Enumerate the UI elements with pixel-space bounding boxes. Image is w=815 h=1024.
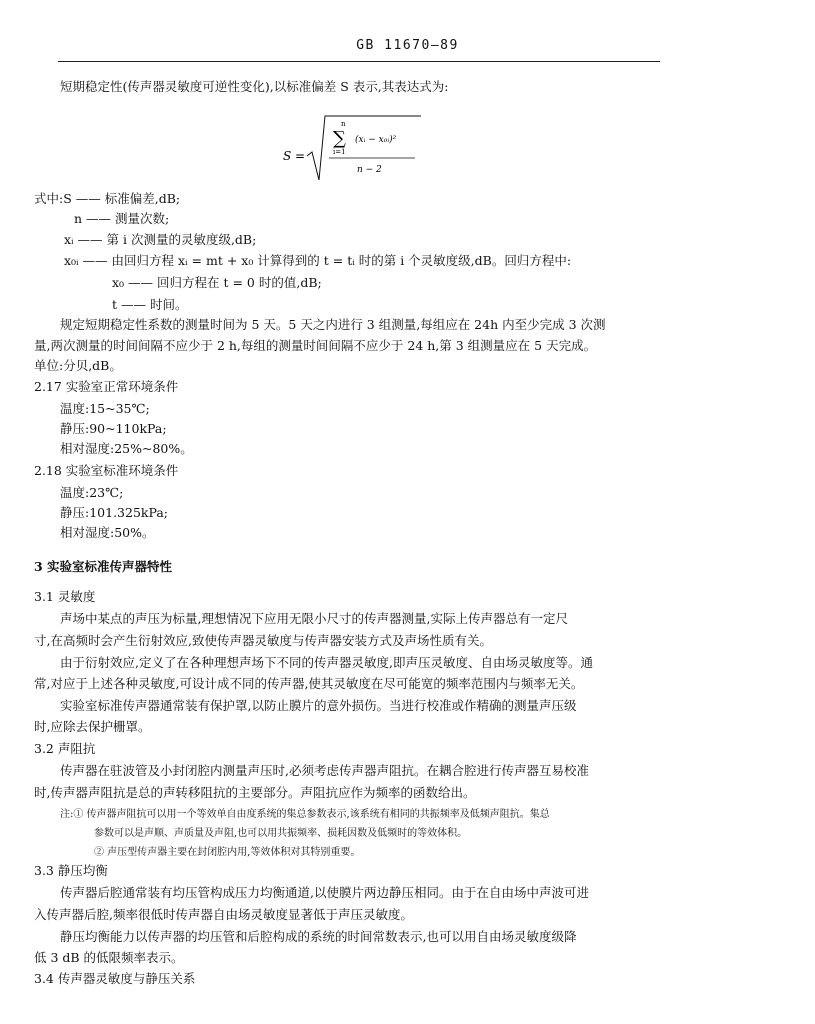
body-line: 常,对应于上述各种灵敏度,可设计成不同的传声器,使其灵敏度在尽可能宽的频率范围内与频率无关。 <box>34 676 584 691</box>
condition-line: 相对湿度:25%~80%。 <box>60 441 193 456</box>
body-line: 时,传声器声阻抗是总的声转移阻抗的主要部分。声阻抗应作为频率的函数给出。 <box>34 785 476 800</box>
std-dev-formula <box>283 112 423 184</box>
section-heading: 3.3 静压均衡 <box>34 863 108 878</box>
formula-lhs: S = <box>283 149 306 163</box>
chapter-heading: 3 实验室标准传声器特性 <box>34 559 173 574</box>
condition-line: 静压:90~110kPa; <box>60 421 167 436</box>
sum-lower: i=1 <box>333 148 346 156</box>
body-line: 由于衍射效应,定义了在各种理想声场下不同的传声器灵敏度,即声压灵敏度、自由场灵敏度等。通 <box>60 655 593 670</box>
body-line: 寸,在高频时会产生衍射效应,致使传声器灵敏度与传声器安装方式及声场性质有关。 <box>34 633 492 648</box>
def-line: xᵢ —— 第 i 次测量的灵敏度级,dB; <box>64 232 257 247</box>
body-line: 传声器后腔通常装有均压管构成压力均衡通道,以使膜片两边静压相同。由于在自由场中声波可进 <box>60 885 589 900</box>
def-line: 式中:S —— 标准偏差,dB; <box>34 191 181 206</box>
intro-text: 短期稳定性(传声器灵敏度可逆性变化),以标准偏差 S 表示,其表达式为: <box>60 79 449 94</box>
sum-term: (xᵢ − x₀ᵢ)² <box>355 135 397 145</box>
body-line: 实验室标准传声器通常装有保护罩,以防止膜片的意外损伤。当进行校准或作精确的测量声压级 <box>60 698 577 713</box>
body-line: 静压均衡能力以传声器的均压管和后腔构成的系统的时间常数表示,也可以用自由场灵敏度级降 <box>60 929 577 944</box>
page-header: GB 11670—89 <box>356 38 459 53</box>
header-rule <box>58 61 660 62</box>
condition-line: 温度:15~35℃; <box>60 401 150 416</box>
body-line: 入传声器后腔,频率很低时传声器自由场灵敏度显著低于声压灵敏度。 <box>34 907 413 922</box>
sum-upper: n <box>341 120 346 128</box>
body-line: 声场中某点的声压为标量,理想情况下应用无限小尺寸的传声器测量,实际上传声器总有一定尺 <box>60 611 568 626</box>
def-line: n —— 测量次数; <box>74 211 170 226</box>
sigma-icon: ∑ <box>333 128 346 149</box>
note-line: 参数可以是声顺、声质量及声阻,也可以用共振频率、损耗因数及低频时的等效体积。 <box>94 828 468 839</box>
body-line: 时,应除去保护栅罩。 <box>34 719 151 734</box>
def-line: x₀ —— 回归方程在 t = 0 时的值,dB; <box>112 275 322 290</box>
section-heading: 2.18 实验室标准环境条件 <box>34 463 179 478</box>
section-heading: 3.2 声阻抗 <box>34 741 96 756</box>
condition-line: 温度:23℃; <box>60 485 124 500</box>
def-line: x₀ᵢ —— 由回归方程 xᵢ = mt + x₀ 计算得到的 t = tᵢ 时的第 i 个灵敏度级,dB。回归方程中: <box>64 253 572 268</box>
def-line: t —— 时间。 <box>112 297 188 312</box>
paragraph-line: 规定短期稳定性系数的测量时间为 5 天。5 天之内进行 3 组测量,每组应在 24h 内至少完成 3 次测 <box>60 317 606 332</box>
section-heading: 3.1 灵敏度 <box>34 589 96 604</box>
condition-line: 相对湿度:50%。 <box>60 525 155 540</box>
body-line: 传声器在驻波管及小封闭腔内测量声压时,必须考虑传声器声阻抗。在耦合腔进行传声器互易校准 <box>60 763 589 778</box>
condition-line: 静压:101.325kPa; <box>60 505 168 520</box>
section-heading: 3.4 传声器灵敏度与静压关系 <box>34 971 196 986</box>
paragraph-line: 量,两次测量的时间间隔不应少于 2 h,每组的测量时间间隔不应少于 24 h,第 3 组测量应在 5 天完成。 <box>34 338 597 353</box>
body-line: 低 3 dB 的低限频率表示。 <box>34 950 184 965</box>
section-heading: 2.17 实验室正常环境条件 <box>34 379 179 394</box>
denominator: n − 2 <box>357 165 382 175</box>
paragraph-line: 单位:分贝,dB。 <box>34 358 122 373</box>
note-line: 注:① 传声器声阻抗可以用一个等效单自由度系统的集总参数表示,该系统有相同的共振频率及低频声阻抗。集总 <box>60 809 550 820</box>
note-line: ② 声压型传声器主要在封闭腔内用,等效体积对其特别重要。 <box>94 847 361 858</box>
